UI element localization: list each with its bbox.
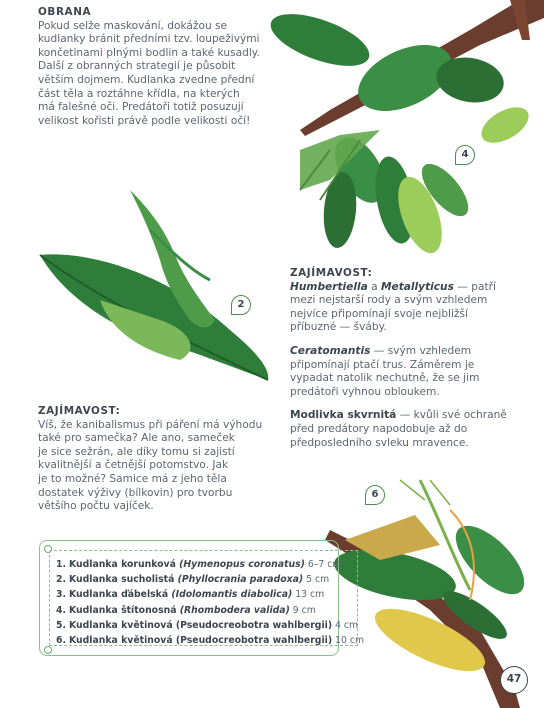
text-line: předposledního svleku mravence.	[290, 436, 469, 449]
obrana-line: končetinami plnými bodlin a také kusadly.	[38, 46, 260, 59]
legend-number: 5.	[56, 619, 67, 631]
legend-item	[56, 572, 364, 587]
legend-latin: (Idolomantis diabolica)	[171, 589, 293, 601]
species-legend-list	[56, 557, 364, 648]
branch-top-illustration	[264, 0, 544, 259]
legend-name: Kudlanka štítonosná	[68, 604, 180, 616]
obrana-line: velikost kořisti právě podle velikosti očí!	[38, 114, 251, 127]
species-name: Modlivka skvrnitá	[290, 409, 397, 422]
legend-name: Kudlanka květinová	[68, 619, 176, 631]
text-line: většího počtu vajíček.	[38, 500, 154, 513]
legend-latin: (Phyllocrania paradoxa)	[177, 574, 304, 586]
genus-name: Metallyticus	[380, 280, 454, 293]
text-line: dostatek výživy (bílkovin) pro tvorbu	[38, 486, 233, 499]
text-line: příbuzné — šváby.	[290, 321, 387, 334]
legend-number: 4.	[56, 604, 67, 616]
text-line: před predátory napodobuje až do	[290, 422, 468, 435]
conjunction: a	[367, 280, 381, 293]
obrana-line: Další z obranných strategií je působit	[38, 60, 236, 73]
zajimavost-right-p3	[290, 409, 530, 450]
legend-corner-dot	[44, 646, 52, 654]
genus-name: Ceratomantis	[290, 344, 371, 357]
text-line: Víš, že kanibalismus při páření má výhodu	[38, 418, 263, 431]
legend-name: Kudlanka sucholistá	[68, 574, 178, 586]
legend-latin: (Rhombodera valida)	[179, 604, 290, 616]
legend-corner-dot	[44, 545, 52, 553]
obrana-heading: OBRANA	[38, 6, 92, 18]
text-line: nejvíce připomínají svoje nejbližší	[290, 307, 468, 320]
obrana-line: část těla a roztáhne křídla, na kterých	[38, 87, 240, 100]
illustration-badge-6: 6	[365, 485, 385, 505]
zajimavost-right-p1	[290, 281, 530, 335]
text-fragment: — svým vzhledem	[370, 344, 472, 357]
illustration-badge-4: 4	[455, 145, 475, 165]
legend-number: 3.	[56, 589, 67, 601]
legend-item	[56, 603, 364, 618]
legend-size: 13 cm	[292, 589, 325, 601]
legend-size: 5 cm	[303, 574, 330, 586]
legend-size: 10 cm	[332, 635, 365, 647]
legend-item	[56, 587, 364, 602]
obrana-line: má falešné oči. Predátoři totiž posuzují	[38, 101, 244, 114]
obrana-section	[38, 6, 288, 128]
obrana-line: kudlanky bránit předními tzv. loupeživými	[38, 33, 260, 46]
obrana-line: větším dojmem. Kudlanka zvedne přední	[38, 73, 255, 86]
legend-latin: (Pseudocreobotra wahlbergii)	[175, 635, 333, 647]
legend-size: 4 cm	[332, 619, 359, 631]
text-fragment: — kvůli své ochraně	[396, 409, 507, 422]
illustration-badge-2: 2	[231, 295, 251, 315]
leaf-mantis-illustration	[40, 190, 268, 380]
legend-name: Kudlanka ďábelská	[68, 589, 172, 601]
legend-size: 6–7 cm	[304, 559, 342, 570]
legend-name: Kudlanka květinová	[68, 635, 176, 647]
text-line: kvalitnější a četnější potomstvo. Jak	[38, 459, 229, 472]
text-line: připomínají ptačí trus. Záměrem je	[290, 358, 475, 371]
legend-latin: (Pseudocreobotra wahlbergii)	[175, 619, 333, 631]
text-fragment: — patří	[453, 280, 496, 293]
text-line: predátoři vyhnou obloukem.	[290, 385, 440, 398]
obrana-line: Pokud selže maskování, dokážou se	[38, 19, 228, 32]
text-line: je sice sežrán, ale díky tomu si zajistí	[38, 445, 235, 458]
legend-size: 9 cm	[289, 604, 316, 616]
obrana-text	[38, 20, 288, 129]
text-line: také pro samečka? Ale ano, sameček	[38, 432, 235, 445]
text-line: vypadat natolik nechutně, že se jim	[290, 372, 480, 385]
text-line: je to možné? Samice má z jeho těla	[38, 472, 227, 485]
legend-number: 6.	[56, 635, 67, 647]
page-number: 47	[500, 666, 528, 694]
legend-number: 2.	[56, 574, 67, 586]
legend-item	[56, 633, 364, 648]
zajimavost-right-p2	[290, 345, 530, 399]
zajimavost-left-section	[38, 405, 288, 514]
legend-item	[56, 618, 364, 633]
legend-item	[56, 557, 364, 572]
zajimavost-right-heading: ZAJÍMAVOST:	[290, 267, 373, 279]
legend-number: 1.	[56, 559, 67, 570]
text-line: mezi nejstarší rody a svým vzhledem	[290, 294, 488, 307]
zajimavost-right-section	[290, 267, 530, 450]
legend-name: Kudlanka korunková	[68, 559, 180, 570]
legend-latin: (Hymenopus coronatus)	[179, 559, 305, 570]
genus-name: Humbertiella	[290, 280, 368, 293]
zajimavost-left-heading: ZAJÍMAVOST:	[38, 405, 121, 417]
